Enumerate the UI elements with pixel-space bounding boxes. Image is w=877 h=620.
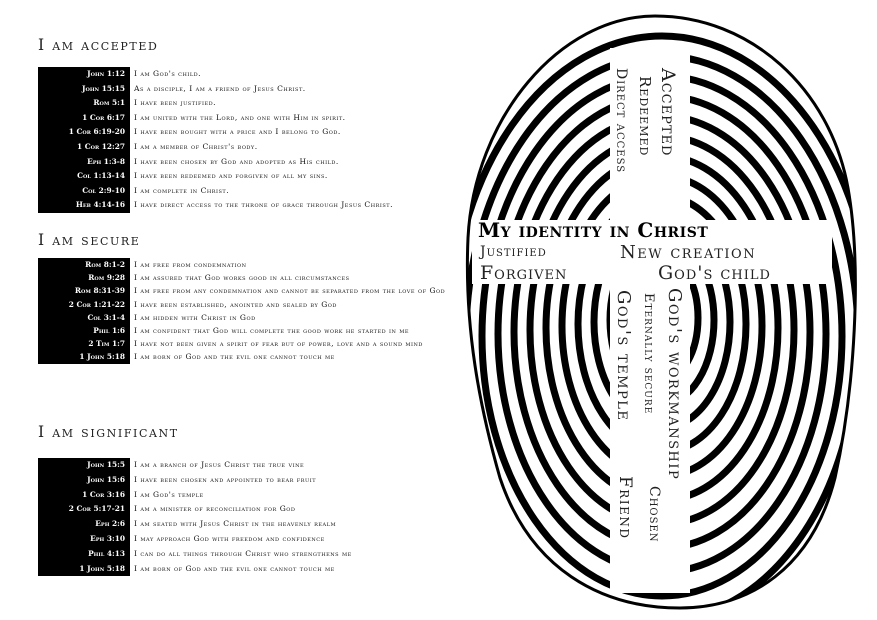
verse-reference: Phil 1:6 (38, 324, 130, 337)
verse-text: I am seated with Jesus Christ in the heavenly realm (134, 519, 337, 529)
cross-title: My identity in Christ (478, 218, 709, 242)
verse-text: I am hidden with Christ in God (134, 312, 256, 322)
verse-row (38, 96, 458, 111)
verse-text: I am complete in Christ. (134, 185, 230, 195)
verse-row (38, 311, 458, 324)
verse-reference: Col 3:1-4 (38, 311, 130, 324)
verse-row (38, 198, 458, 213)
verse-row (38, 324, 458, 337)
cross-word-accepted: Accepted (657, 68, 679, 157)
verse-row (38, 488, 458, 503)
cross-word-gods-temple: God's temple (613, 290, 634, 422)
cross-word-friend: Friend (615, 476, 635, 540)
verse-row (38, 67, 458, 82)
verse-reference: 1 John 5:18 (38, 562, 130, 577)
verse-reference: John 15:6 (38, 473, 130, 488)
verse-row (38, 517, 458, 532)
verse-row (38, 271, 458, 284)
verse-row (38, 140, 458, 155)
verse-reference: 1 John 5:18 (38, 350, 130, 363)
verse-reference: Rom 8:1-2 (38, 258, 130, 271)
verse-reference: Heb 4:14-16 (38, 198, 130, 213)
verse-text: I am a branch of Jesus Christ the true vine (134, 460, 305, 469)
verse-reference: 1 Cor 6:19-20 (38, 125, 130, 140)
section-title-secure: I am secure (38, 231, 141, 249)
verse-reference: Col 1:13-14 (38, 169, 130, 184)
verse-text: I am God's temple (134, 489, 204, 499)
fingerprint-cross-art (450, 8, 870, 612)
verse-text: I am a minister of reconciliation for God (134, 504, 296, 514)
verse-reference: John 15:5 (38, 458, 130, 473)
verse-text: I have been chosen and appointed to bear fruit (134, 474, 317, 484)
verse-reference: Rom 8:31-39 (38, 284, 130, 297)
verse-text: I may approach God with freedom and confidence (134, 533, 325, 543)
verse-text: I have been chosen by God and adopted as His child. (134, 156, 339, 166)
verse-text: I have not been given a spirit of fear but of power, love and a sound mind (134, 339, 423, 349)
verse-text: I am free from any condemnation and cannot be separated from the love of God (134, 286, 446, 296)
verse-reference: Eph 1:3-8 (38, 155, 130, 170)
verse-text: I have been established, anointed and sealed by God (134, 299, 337, 309)
cross-word-gods-workmanship: God's workmanship (664, 288, 685, 481)
verse-reference: Rom 9:28 (38, 271, 130, 284)
verse-row (38, 169, 458, 184)
verse-reference: 1 Cor 3:16 (38, 488, 130, 503)
cross-word-justified: Justified (480, 244, 547, 260)
verse-text: I have been justified. (134, 98, 217, 108)
verse-text: I have direct access to the throne of grace through Jesus Christ. (134, 200, 394, 210)
verse-text: As a disciple, I am a friend of Jesus Christ. (134, 83, 306, 93)
verse-text: I am united with the Lord, and one with Him in spirit. (134, 112, 346, 122)
verse-reference: 2 Cor 5:17-21 (38, 502, 130, 517)
verse-reference: John 1:12 (38, 67, 130, 82)
verse-reference: Phil 4:13 (38, 547, 130, 562)
verse-table-secure (38, 258, 458, 364)
verse-row (38, 562, 458, 577)
verse-row (38, 184, 458, 199)
cross-word-new-creation: New creation (620, 242, 757, 263)
verse-reference: 2 Cor 1:21-22 (38, 298, 130, 311)
verse-row (38, 258, 458, 271)
verse-text: I am born of God and the evil one cannot touch me (134, 352, 335, 362)
verse-text: I am assured that God works good in all circumstances (134, 273, 350, 283)
verse-row (38, 337, 458, 350)
cross-word-direct-access: Direct access (613, 68, 629, 174)
verse-row (38, 458, 458, 473)
verse-row (38, 547, 458, 562)
verse-text: I am free from condemnation (134, 260, 247, 269)
verse-table-significant (38, 458, 458, 576)
verse-row (38, 284, 458, 297)
verse-text: I am a member of Christ's body. (134, 141, 258, 151)
section-title-significant: I am significant (38, 423, 179, 441)
verse-table-accepted (38, 67, 458, 213)
verse-text: I can do all things through Christ who strengthens me (134, 548, 352, 558)
section-title-accepted: I am accepted (38, 36, 159, 54)
verse-reference: Col 2:9-10 (38, 184, 130, 199)
verse-reference: Eph 2:6 (38, 517, 130, 532)
verse-text: I have been redeemed and forgiven of all my sins. (134, 171, 328, 181)
verse-row (38, 350, 458, 363)
verse-reference: 1 Cor 12:27 (38, 140, 130, 155)
cross-word-chosen: Chosen (646, 486, 662, 543)
verse-row (38, 473, 458, 488)
cross-word-forgiven: Forgiven (480, 262, 568, 284)
verse-row (38, 502, 458, 517)
cross-word-gods-child: God's child (658, 262, 771, 284)
verse-row (38, 82, 458, 97)
verse-reference: John 15:15 (38, 82, 130, 97)
verse-reference: 2 Tim 1:7 (38, 337, 130, 350)
verse-text: I have been bought with a price and I belong to God. (134, 127, 341, 137)
cross-word-redeemed: Redeemed (636, 76, 654, 157)
verse-row (38, 298, 458, 311)
verse-row (38, 532, 458, 547)
verse-text: I am God's child. (134, 69, 202, 78)
verse-reference: Eph 3:10 (38, 532, 130, 547)
verse-text: I am born of God and the evil one cannot touch me (134, 563, 335, 573)
verse-reference: 1 Cor 6:17 (38, 111, 130, 126)
verse-text: I am confident that God will complete the good work he started in me (134, 326, 410, 336)
cross-word-eternally-secure: Eternally secure (641, 293, 656, 415)
verse-row (38, 155, 458, 170)
verse-row (38, 111, 458, 126)
verse-row (38, 125, 458, 140)
verse-reference: Rom 5:1 (38, 96, 130, 111)
